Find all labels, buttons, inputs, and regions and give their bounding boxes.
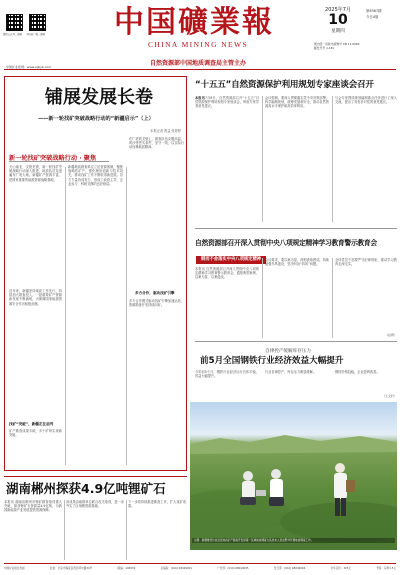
masthead-logo-title: 中国礦業報: [114, 5, 274, 40]
right-mid-banner-text: 铜而不舍落实中央八项规定精神: [200, 257, 262, 262]
news-photo: [190, 402, 397, 550]
footer-rule: [4, 563, 396, 564]
feature-col-divider-2: [126, 167, 127, 465]
masthead-rule: [4, 69, 396, 70]
right-mid-headline: 自然资源部召开深入贯彻中央八项规定精神学习教育警示教育会: [195, 239, 377, 247]
right-mid-source: （赵研）: [384, 333, 397, 337]
publication-codes: [314, 42, 398, 50]
right-bottom-body-col2: 行业自律控产，库存压力明显缓解。: [265, 370, 316, 374]
page-count: 今日4版: [366, 15, 379, 19]
weekday: 星期四: [331, 29, 345, 34]
app-qr-code: [29, 14, 46, 31]
masthead-english-title: CHINA MINING NEWS: [148, 40, 249, 49]
feature-subhead-1: 找矿“突破”，新疆走在前列: [9, 422, 54, 426]
feature-subheadline: ——新一轮找矿突破战略行动的“新疆启示”（上）: [38, 116, 154, 122]
right-mid-body-col1: 本报讯 自然资源部召开深入贯彻中央八项规定精神学习教育警示教育会，通报典型案例，以案为鉴、以案促改。: [195, 267, 259, 280]
footer-address: 社址：北京市海淀区西四环中路39号: [50, 567, 93, 570]
footer-annual-price: 全年定价：325元: [330, 567, 352, 570]
right-top-headline: “十五五”自然资源保护利用规划专家座谈会召开: [195, 80, 374, 90]
qr-label-wechat: 微信公众号二维码: [3, 33, 23, 36]
right-mid-divider-2: [332, 258, 333, 338]
feature-body-col1: 天山南北，戈壁荒漠，新一轮找矿突破战略行动深入推进，地质队员足迹遍布广袤大地。新疆矿产资源丰富，是国家重要的能源资源战略基地。: [9, 165, 62, 182]
bottom-story-headline: 湖南郴州探获4.9亿吨锂矿石: [6, 481, 166, 496]
website-line: 中国矿业报网：www.zgkyb.com: [6, 65, 52, 69]
bottom-story-divider-2: [126, 500, 127, 560]
cn-code: 国内统一连续出版物号 CN 11-0082: [314, 42, 360, 46]
right-mid-body-col3: 全体党员干部要严守纪律规矩，推动学习教育走深走实。: [335, 258, 397, 267]
bottom-story-top-rule: [4, 476, 187, 477]
sponsor-line: 自然资源部中国地质调查局主管主办: [150, 60, 247, 67]
date-year-month: 2025年7月: [325, 7, 351, 13]
right-mid-divider-1: [262, 258, 263, 338]
issue-number: 第6367期: [366, 9, 382, 13]
right-mid-rule: [195, 341, 397, 342]
right-top-body-col3: 与会专家围绕规划编制重点任务进行了深入交流，提出了具有针对性的意见建议。: [335, 96, 397, 105]
right-bottom-body-col1: 今年前5个月，钢铁行业经济运行总体平稳，效益大幅提升。: [195, 370, 259, 379]
postal-code: 邮发代号 1-181: [314, 46, 335, 50]
right-mid-body-col2: 会议要求，要以案为鉴，深刻汲取教训，持续加强作风建设，坚决纠治“四风”问题。: [265, 258, 329, 267]
right-bottom-source: （王文轩）: [381, 394, 397, 398]
feature-body-col1b: 近年来，新疆坚持地质工作先行，持续加大勘查投入，一批重要矿产资源新发现不断涌现，为保障国家能源资源安全作出积极贡献。: [9, 289, 62, 306]
footer-ads-phone: 广告部：(010) 68049035: [217, 567, 249, 570]
right-bottom-headline: 前5月全国钢铁行业经济效益大幅提升: [200, 356, 344, 366]
wechat-qr-code: [6, 14, 23, 31]
footer-retail-price: 零售：每份1.5元: [376, 567, 396, 570]
banner-underline: [9, 161, 109, 162]
bottom-story-body-col3: 下一步将持续推进勘查工作，扩大找矿成果。: [128, 500, 186, 509]
right-top-body-col2: 会议强调，要深入贯彻落实党中央决策部署，科学编制规划，统筹发展和安全，推动自然资源高水平保护和高效率利用。: [265, 96, 329, 109]
footer-distribution-phone: 发行部：(010) 68049046: [273, 567, 306, 570]
footer: [4, 566, 396, 574]
feature-body-col3b: 多方合作模式驱动找矿引擎加速运转，资源勘查开发持续向好。: [129, 299, 184, 308]
footer-postcode: 邮编：100039: [117, 567, 136, 570]
date-box: [314, 6, 362, 42]
bottom-story-divider-1: [64, 500, 65, 560]
feature-byline: 本报记者 贾益 张婷婷: [150, 129, 181, 133]
feature-subhead-2: 多方合作，驱动找矿引擎: [135, 291, 175, 295]
photo-caption: 左图：新疆维吾尔自治区地质矿产勘查开发局第一区域地质调查大队技术人员在野外开展地质调查工作。: [192, 538, 395, 543]
right-top-byline: 本报讯: [195, 96, 205, 100]
feature-body-col3a: 在广袤的戈壁上，勘查队伍克服高温、风沙等恶劣条件，坚守一线，以实际行动诠释地质精神。: [129, 137, 184, 150]
feature-col-divider-1: [65, 167, 66, 465]
right-top-divider-1: [262, 96, 263, 222]
issue-info: [366, 8, 398, 20]
right-top-rule: [195, 228, 397, 229]
right-top-divider-2: [332, 96, 333, 222]
right-mid-banner: [196, 256, 266, 264]
right-top-body-col1: 本报讯7月8日，自然资源部召开“十五五”自然资源保护利用规划专家座谈会，听取专家学者意见建议。: [195, 96, 259, 109]
feature-body-col1c: 矿产勘查成果丰硕，多个矿种实现新突破。: [9, 429, 62, 438]
qr-label-app: 手机客户端二维码: [26, 33, 46, 36]
feature-box: [4, 76, 187, 471]
right-bottom-kicker: 自律控产缓解库存压力: [265, 349, 311, 354]
landscape-illustration: [190, 402, 397, 550]
masthead: [0, 0, 400, 70]
bottom-story-body-col1: 本报讯 湖南省郴州市锂矿勘查取得重大突破，探获锂矿石资源量4.9亿吨，为我国新能源产业发展提供资源保障。: [4, 500, 62, 513]
feature-section-banner: 新一轮找矿突破战略行动 · 聚焦: [9, 155, 97, 162]
feature-headline: 铺展发展长卷: [45, 87, 153, 108]
feature-body-col2: 新疆地质勘查单位立足资源禀赋，聚焦战略性矿产，强化理论创新与技术攻关，推动找矿工作不断取得新进展。各方力量协同发力，形成了政府主导、企业参与、科研支撑的良好格局。: [68, 165, 123, 186]
date-day: 10: [328, 12, 348, 28]
footer-publisher: 中国矿业报社出版: [4, 567, 25, 570]
bottom-story-body-col2: 该成果由地勘单位联合攻关取得，进一步夯实了区域锂资源基础。: [66, 500, 124, 509]
right-bottom-body-col3: 钢材价格趋稳，企业盈利改善。: [335, 370, 380, 374]
footer-editorial-phone: 总编室：(010) 68049001: [160, 567, 192, 570]
